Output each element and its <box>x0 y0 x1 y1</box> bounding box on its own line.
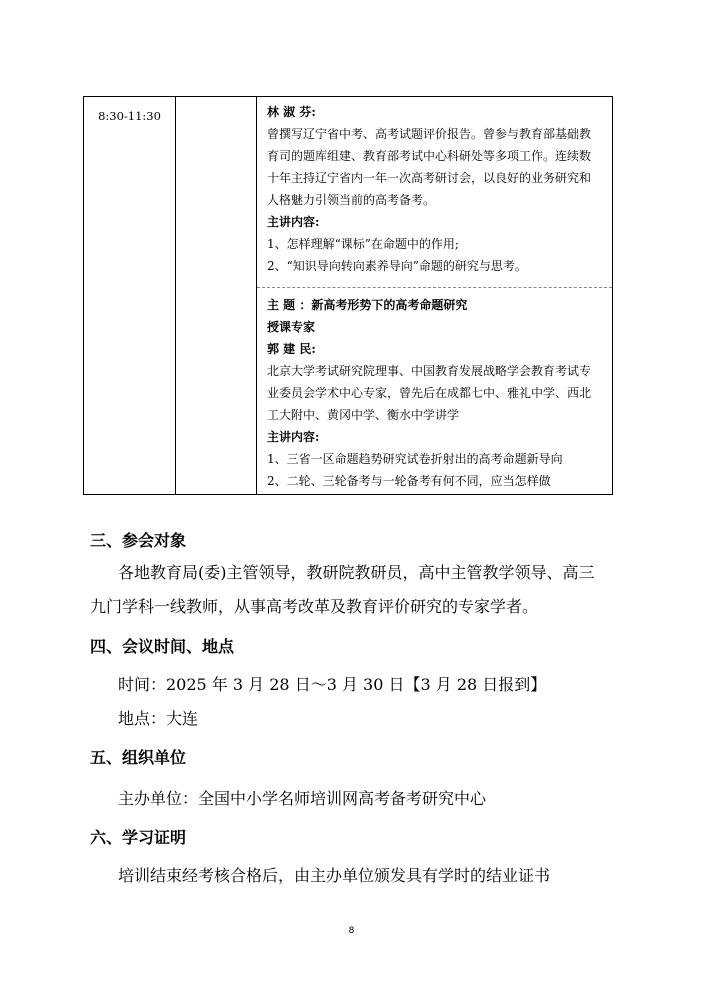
section-heading-time-place: 四、会议时间、地点 <box>90 637 235 656</box>
speaker-cell <box>257 97 613 495</box>
page-number: 8 <box>348 926 355 936</box>
empty-cell <box>176 97 257 495</box>
section-heading-attendees: 三、参会对象 <box>90 531 187 550</box>
expert-label: 授课专家 <box>267 320 316 334</box>
meeting-place: 地点：大连 <box>118 709 199 728</box>
organizer-text: 主办单位：全国中小学名师培训网高考备考研究中心 <box>118 789 487 808</box>
speaker-block-2 <box>257 292 612 494</box>
topics-label: 主讲内容: <box>267 215 320 229</box>
speaker-bio-line: 业委员会学术中心专家，曾先后在成都七中、雅礼中学、西北 <box>267 386 592 400</box>
speaker-bio-line: 人格魅力引领当前的高考备考。 <box>267 193 436 207</box>
topic-item: 1、三省一区命题趋势研究试卷折射出的高考命题新导向 <box>267 452 563 466</box>
section-heading-organizer: 五、组织单位 <box>90 748 187 767</box>
topic-item: 1、怎样理解“课标”在命题中的作用; <box>267 237 459 251</box>
attendees-line: 各地教育局(委)主管领导，教研院教研员，高中主管教学领导、高三 <box>118 563 595 582</box>
speaker-bio-line: 北京大学考试研究院理事、中国教育发展战略学会教育考试专 <box>267 364 592 378</box>
speaker-bio-line: 工大附中、黄冈中学、衡水中学讲学 <box>267 408 460 422</box>
meeting-time: 时间：2025 年 3 月 28 日～3 月 30 日【3 月 28 日报到】 <box>118 675 547 694</box>
session-theme: 主 题 ：新高考形势下的高考命题研究 <box>267 298 468 312</box>
topic-item: 2、“知识导向转向素养导向”命题的研究与思考。 <box>267 259 527 273</box>
certificate-text: 培训结束经考核合格后，由主办单位颁发具有学时的结业证书 <box>118 866 551 885</box>
speaker-bio-line: 曾撰写辽宁省中考、高考试题评价报告。曾参与教育部基础教 <box>267 127 592 141</box>
table-row <box>84 97 613 495</box>
divider <box>257 287 612 288</box>
speaker-name: 林 淑 芬: <box>267 105 316 119</box>
attendees-line: 九门学科一线教师，从事高考改革及教育评价研究的专家学者。 <box>90 597 539 616</box>
section-heading-certificate: 六、学习证明 <box>90 828 187 847</box>
speaker-bio-line: 十年主持辽宁省内一年一次高考研讨会，以良好的业务研究和 <box>267 171 592 185</box>
topics-label: 主讲内容: <box>267 430 320 444</box>
speaker-bio-line: 育司的题库组建、教育部考试中心科研处等多项工作。连续数 <box>267 149 592 163</box>
speaker-name: 郭 建 民: <box>267 342 316 356</box>
time-cell: 8:30-11:30 <box>84 97 176 495</box>
schedule-table <box>83 96 613 495</box>
speaker-block-1 <box>257 97 612 283</box>
topic-item: 2、二轮、三轮备考与一轮备考有何不同，应当怎样做 <box>267 474 551 488</box>
